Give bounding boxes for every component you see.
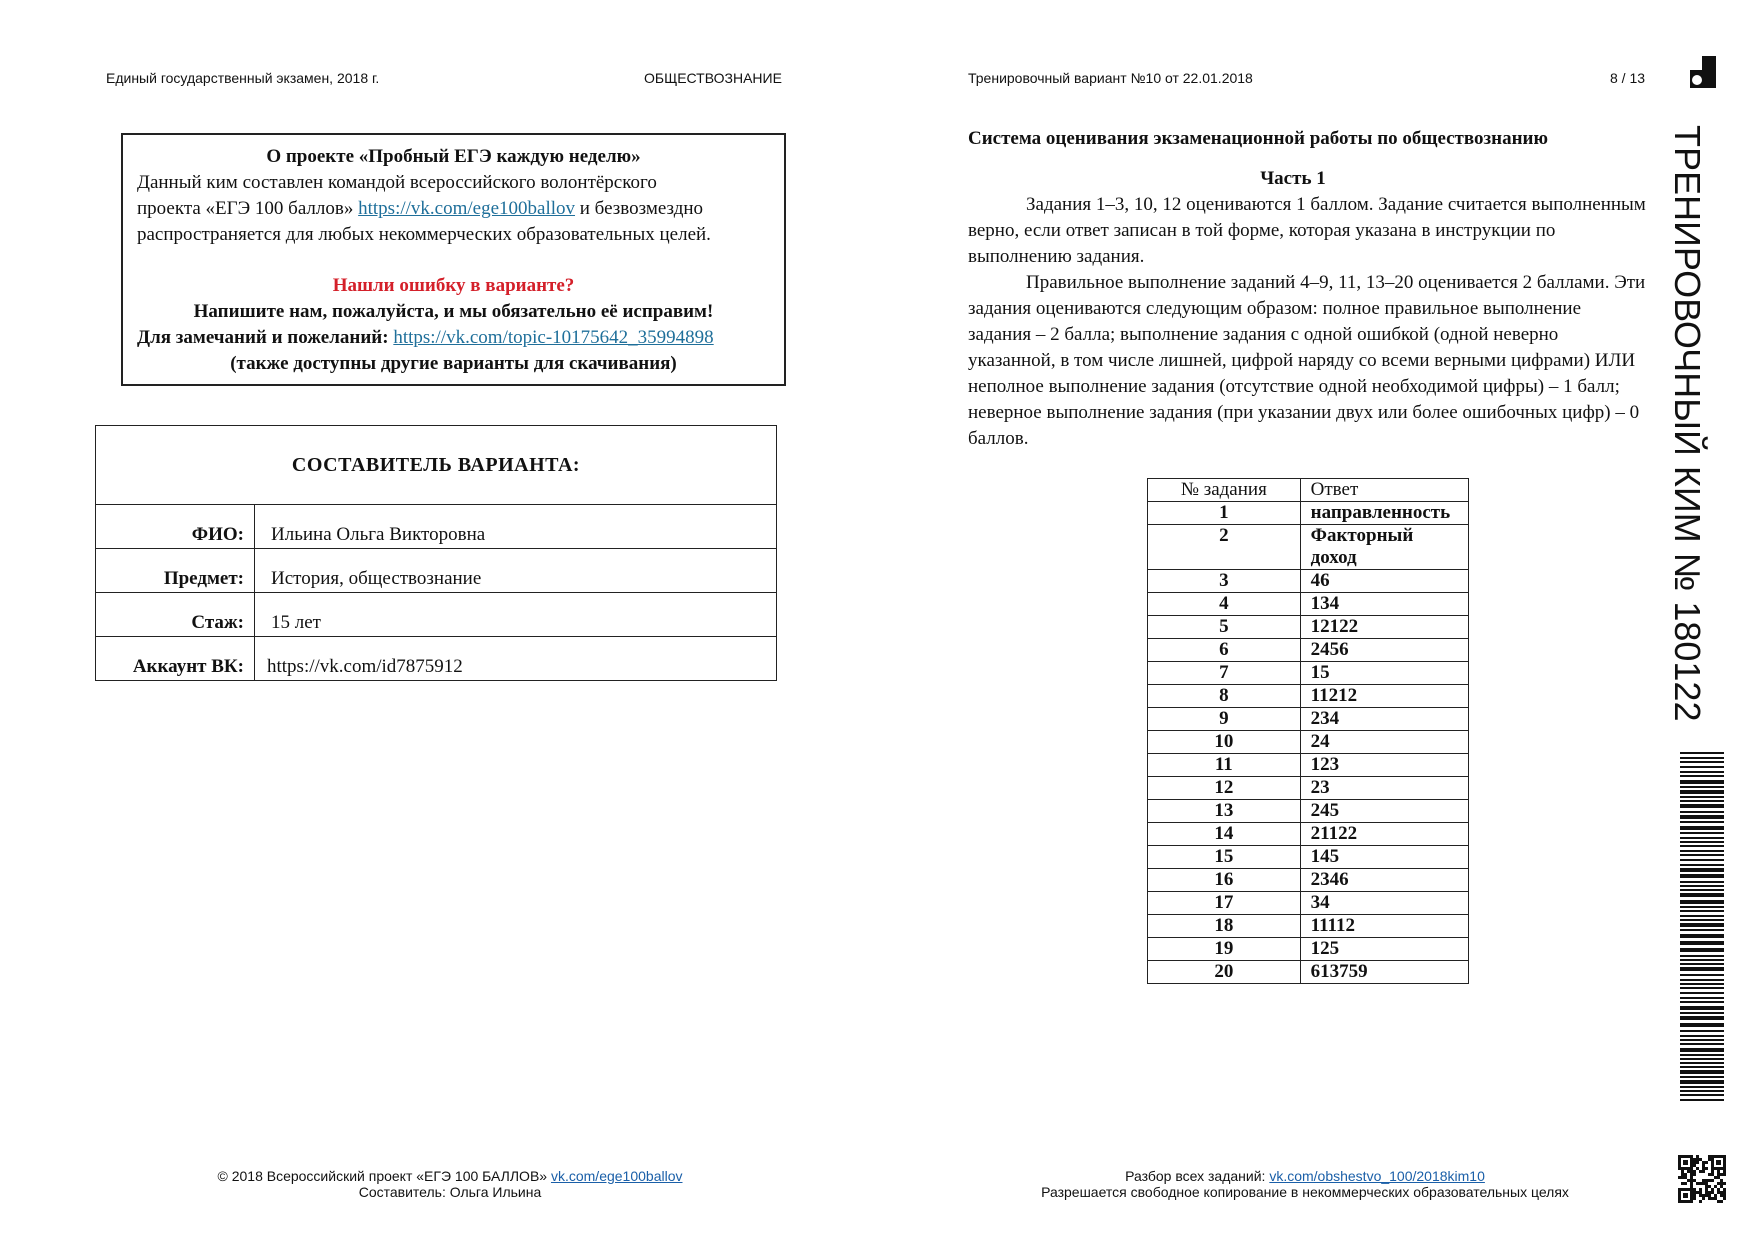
barcode-icon — [1680, 752, 1724, 1102]
task-number: 12 — [1148, 777, 1301, 800]
error-title: Нашли ошибку в варианте? — [332, 275, 575, 296]
side-vertical-title: ТРЕНИРОВОЧНЫЙ КИМ № 180122 — [1667, 125, 1708, 722]
copyright-text: © 2018 Всероссийский проект «ЕГЭ 100 БАЛЛОВ» — [217, 1168, 548, 1184]
answers-header-row — [1148, 479, 1469, 502]
scoring-section — [968, 126, 1648, 452]
task-number: 3 — [1148, 570, 1301, 593]
col-number-header: № задания — [1148, 479, 1301, 502]
task-number: 15 — [1148, 846, 1301, 869]
answer-row — [1148, 800, 1469, 823]
author-label: Предмет: — [96, 549, 255, 593]
task-number: 2 — [1148, 525, 1301, 570]
answer-row — [1148, 639, 1469, 662]
header-variant: Тренировочный вариант №10 от 22.01.2018 — [968, 70, 1253, 86]
answer-row — [1148, 938, 1469, 961]
author-label: ФИО: — [96, 505, 255, 549]
task-number: 6 — [1148, 639, 1301, 662]
footer-right — [980, 1168, 1630, 1200]
project-title: О проекте «Пробный ЕГЭ каждую неделю» — [266, 146, 641, 167]
task-number: 13 — [1148, 800, 1301, 823]
author-value: Ильина Ольга Викторовна — [255, 505, 777, 549]
footer-copy-note: Разрешается свободное копирование в некоммерческих образовательных целях — [1041, 1184, 1569, 1200]
author-value: История, обществознание — [255, 549, 777, 593]
task-number: 8 — [1148, 685, 1301, 708]
task-answer: 234 — [1300, 708, 1468, 731]
author-title: СОСТАВИТЕЛЬ ВАРИАНТА: — [96, 426, 777, 505]
author-row — [96, 505, 777, 549]
qr-code-icon — [1678, 1155, 1726, 1203]
task-number: 18 — [1148, 915, 1301, 938]
project-line-3: распространяется для любых некоммерческих образовательных целей. — [137, 224, 711, 245]
author-title-row — [96, 426, 777, 505]
author-vk-value: https://vk.com/id7875912 — [255, 637, 777, 681]
answer-row — [1148, 961, 1469, 984]
task-number: 4 — [1148, 593, 1301, 616]
footer-author: Составитель: Ольга Ильина — [358, 1184, 542, 1200]
answer-row — [1148, 570, 1469, 593]
feedback-link[interactable]: https://vk.com/topic-10175642_35994898 — [393, 327, 714, 348]
footer-left — [150, 1168, 750, 1200]
answer-row — [1148, 708, 1469, 731]
task-answer: 123 — [1300, 754, 1468, 777]
task-answer: 11112 — [1300, 915, 1468, 938]
header-subject: ОБЩЕСТВОЗНАНИЕ — [644, 70, 782, 86]
answer-row — [1148, 869, 1469, 892]
task-answer: 24 — [1300, 731, 1468, 754]
scoring-paragraph-1: Задания 1–3, 10, 12 оцениваются 1 баллом. Задание считается выполненным верно, если ответ записан в той форме, которая указана в инструкции по выполнению задания. — [968, 194, 1646, 267]
author-row — [96, 549, 777, 593]
feedback-label: Для замечаний и пожеланий: — [137, 327, 389, 348]
task-answer: 46 — [1300, 570, 1468, 593]
task-answer: 2456 — [1300, 639, 1468, 662]
answers-table — [1147, 478, 1469, 984]
author-row — [96, 593, 777, 637]
task-answer: 15 — [1300, 662, 1468, 685]
task-number: 14 — [1148, 823, 1301, 846]
task-number: 7 — [1148, 662, 1301, 685]
task-answer: Факторный доход — [1300, 525, 1468, 570]
part-title: Часть 1 — [1260, 168, 1326, 189]
answer-row — [1148, 846, 1469, 869]
also-available-text: (также доступны другие варианты для скачивания) — [230, 353, 677, 374]
answer-row — [1148, 525, 1469, 570]
task-number: 17 — [1148, 892, 1301, 915]
answer-row — [1148, 685, 1469, 708]
footer-ege100-link[interactable]: vk.com/ege100ballov — [550, 1168, 683, 1184]
task-number: 11 — [1148, 754, 1301, 777]
answer-row — [1148, 892, 1469, 915]
scoring-paragraph-2: Правильное выполнение заданий 4–9, 11, 13–20 оценивается 2 баллами. Эти задания оцениваются следующим образом: полное правильное выполнение задания – 2 балла; выполнение задания с одной ошибкой (одной неверно указанной, в том числе лишней, цифрой наряду со всеми верными цифрами) ИЛИ неполное выполнение задания (отсутствие одной необходимой цифры) – 1 балл; неверное выполнение задания (при указании двух или более ошибочных цифр) – 0 баллов. — [968, 272, 1646, 449]
author-row — [96, 637, 777, 681]
corner-marker-icon — [1690, 56, 1716, 88]
analysis-label: Разбор всех заданий: — [1125, 1168, 1266, 1184]
feedback-line — [137, 325, 770, 351]
answer-row — [1148, 754, 1469, 777]
task-number: 16 — [1148, 869, 1301, 892]
author-value: 15 лет — [255, 593, 777, 637]
footer-right-line-1 — [980, 1168, 1630, 1184]
task-answer: 21122 — [1300, 823, 1468, 846]
ege100-link[interactable]: https://vk.com/ege100ballov — [358, 198, 576, 219]
analysis-link[interactable]: vk.com/obshestvo_100/2018kim10 — [1269, 1168, 1485, 1184]
project-info-box — [121, 133, 786, 386]
task-answer: 2346 — [1300, 869, 1468, 892]
task-answer: 145 — [1300, 846, 1468, 869]
project-line-2-prefix: проекта «ЕГЭ 100 баллов» — [137, 198, 354, 219]
task-number: 5 — [1148, 616, 1301, 639]
task-answer: 134 — [1300, 593, 1468, 616]
project-line-2-suffix: и безвозмездно — [579, 198, 704, 219]
header-exam-title: Единый государственный экзамен, 2018 г. — [106, 70, 380, 86]
task-answer: 245 — [1300, 800, 1468, 823]
task-answer: 23 — [1300, 777, 1468, 800]
task-answer: 125 — [1300, 938, 1468, 961]
task-number: 19 — [1148, 938, 1301, 961]
error-text: Напишите нам, пожалуйста, и мы обязательно её исправим! — [193, 301, 714, 322]
task-answer: 613759 — [1300, 961, 1468, 984]
answer-row — [1148, 616, 1469, 639]
task-answer: 34 — [1300, 892, 1468, 915]
task-number: 10 — [1148, 731, 1301, 754]
author-label: Стаж: — [96, 593, 255, 637]
answer-row — [1148, 915, 1469, 938]
answer-row — [1148, 502, 1469, 525]
author-table — [95, 425, 777, 681]
footer-left-line-1 — [150, 1168, 750, 1184]
answer-row — [1148, 777, 1469, 800]
scoring-title: Система оценивания экзаменационной работы по обществознанию — [968, 128, 1549, 149]
answer-row — [1148, 823, 1469, 846]
page-number: 8 / 13 — [1610, 70, 1646, 86]
author-label: Аккаунт ВК: — [96, 637, 255, 681]
task-answer: направленность — [1300, 502, 1468, 525]
barcode-graphic — [1680, 752, 1724, 1102]
qr-graphic — [1678, 1155, 1726, 1203]
project-line-1: Данный ким составлен командой всероссийского волонтёрского — [137, 172, 657, 193]
task-number: 9 — [1148, 708, 1301, 731]
project-line-2 — [137, 196, 770, 222]
task-answer: 11212 — [1300, 685, 1468, 708]
answer-row — [1148, 593, 1469, 616]
task-answer: 12122 — [1300, 616, 1468, 639]
task-number: 20 — [1148, 961, 1301, 984]
answer-row — [1148, 662, 1469, 685]
col-answer-header: Ответ — [1300, 479, 1468, 502]
task-number: 1 — [1148, 502, 1301, 525]
answer-row — [1148, 731, 1469, 754]
